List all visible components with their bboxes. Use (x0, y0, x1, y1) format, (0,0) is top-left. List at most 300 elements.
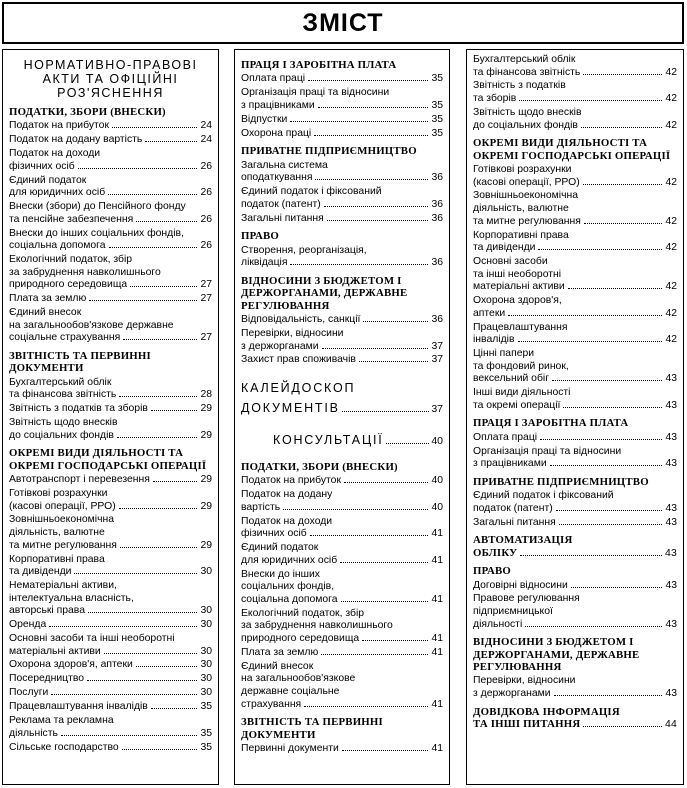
toc-entry[interactable] (473, 490, 677, 515)
entry-text: Бухгалтерський облік (473, 54, 576, 65)
page-number: 40 (431, 475, 443, 487)
col2-sections-a (241, 59, 443, 367)
entry-text: Корпоративні права (473, 229, 569, 241)
entry-last-line (473, 580, 677, 593)
dot-leader (315, 179, 428, 180)
entry-text: Зовнішньоекономічна (9, 514, 115, 526)
toc-entry[interactable] (9, 701, 212, 714)
entry-text: на загальнообов'язкове (241, 673, 356, 685)
page-number: 29 (200, 403, 212, 415)
toc-entry[interactable] (241, 73, 443, 86)
dot-leader (314, 135, 428, 136)
entry-text: державне соціальне (241, 686, 340, 697)
dot-leader (342, 750, 429, 751)
dot-leader (583, 726, 662, 727)
entry-text: Організація праці та відносини (473, 445, 622, 457)
dot-leader (362, 640, 428, 641)
entry-text: Перевірки, відносини (473, 675, 576, 687)
toc-entry[interactable] (9, 580, 212, 618)
page-number: 26 (200, 213, 212, 225)
page-number: 26 (200, 187, 212, 199)
dot-leader (304, 706, 428, 707)
entry-last-line (241, 199, 443, 212)
toc-entry[interactable] (473, 446, 677, 471)
entry-last-line (473, 334, 677, 347)
entry-text: та митне регулювання (473, 215, 581, 227)
dot-leader (321, 654, 428, 655)
entry-text: Договірні відносини (473, 579, 568, 591)
entry-text: з працівниками (241, 99, 315, 111)
toc-column-1 (2, 49, 219, 785)
dot-leader (117, 437, 198, 438)
entry-text: до соціальних фондів (9, 429, 114, 441)
entry-last-line (9, 134, 212, 147)
entry-text: Загальні питання (473, 516, 556, 528)
dot-leader (363, 321, 428, 322)
toc-entry[interactable] (9, 417, 212, 442)
section-heading-last-line (473, 547, 677, 560)
col2-sections-b (241, 461, 443, 756)
entry-text: діяльність, валютне (9, 527, 105, 539)
page-number: 26 (200, 160, 212, 172)
page-number: 35 (200, 701, 212, 713)
consultations-text: КОНСУЛЬТАЦІЇ (273, 433, 384, 448)
section-heading: ПРАВО (473, 565, 512, 578)
page-number: 24 (200, 134, 212, 146)
toc-entry[interactable] (241, 475, 443, 488)
entry-last-line (241, 633, 443, 646)
entry-text: для юридичних осіб (9, 187, 106, 199)
page-number: 27 (200, 332, 212, 344)
entry-text: та фінансова звітність (473, 66, 581, 78)
entry-text: Корпоративні права (9, 553, 105, 565)
entry-last-line (9, 501, 212, 514)
entry-text: (касові операції, РРО) (473, 176, 580, 188)
entry-text: Податок на доходи (241, 515, 333, 527)
dot-leader (525, 626, 662, 627)
toc-entry[interactable] (241, 354, 443, 367)
toc-entry[interactable] (473, 387, 677, 412)
entry-text: Готівкові розрахунки (9, 487, 108, 499)
entry-last-line (473, 308, 677, 321)
page-number: 43 (665, 579, 677, 591)
page-number: 27 (200, 293, 212, 305)
kaleidoscope-heading[interactable] (241, 381, 443, 417)
entry-text: Охорона здоров'я, (473, 295, 562, 307)
entry-last-line (473, 400, 677, 413)
entry-text: соціальна допомога (9, 240, 106, 252)
dot-leader (136, 666, 198, 667)
page-number: 43 (665, 399, 677, 411)
entry-last-line (473, 432, 677, 445)
dot-leader (109, 247, 198, 248)
page-number: 24 (200, 120, 212, 132)
toc-entry[interactable] (241, 186, 443, 211)
toc-entry[interactable] (9, 715, 212, 740)
page-number: 35 (431, 113, 443, 125)
section-heading[interactable] (473, 706, 677, 732)
dot-leader (122, 749, 198, 750)
dot-leader (581, 127, 663, 128)
section-heading: ЗВІТНІСТЬ ТА ПЕРВИННІ ДОКУМЕНТИ (241, 716, 383, 741)
page-number: 43 (665, 431, 677, 443)
page-number: 30 (200, 659, 212, 671)
entry-text: матеріальні активи (9, 645, 101, 657)
entry-last-line (241, 699, 443, 712)
entry-text: Первинні документи (241, 743, 339, 754)
toc-entry[interactable] (9, 659, 212, 672)
page-number: 43 (665, 547, 677, 559)
entry-text: та дивіденди (473, 242, 536, 254)
entry-last-line (473, 373, 677, 386)
toc-entry[interactable] (9, 742, 212, 755)
entry-last-line (241, 257, 443, 270)
toc-entry[interactable] (241, 213, 443, 226)
toc-entry[interactable] (9, 228, 212, 253)
entry-last-line (241, 341, 443, 354)
dot-leader (540, 439, 662, 440)
page-number: 29 (200, 474, 212, 486)
section-heading: ВІДНОСИНИ З БЮДЖЕТОМ І ДЕРЖОРГАНАМИ, ДЕРЖАВНЕ РЕГУЛЮВАННЯ (473, 636, 640, 673)
toc-entry[interactable] (241, 647, 443, 660)
col3-sections (473, 54, 677, 731)
dot-leader (87, 680, 197, 681)
page-number: 42 (665, 307, 677, 319)
entry-text: ліквідація (241, 257, 288, 269)
toc-entry[interactable] (241, 608, 443, 646)
toc-entry[interactable] (473, 80, 677, 105)
entry-text: фізичних осіб (241, 528, 307, 540)
toc-entry[interactable] (241, 743, 443, 756)
entry-text: Плата за землю (9, 293, 87, 305)
entry-text: Податок на прибуток (241, 475, 341, 487)
dot-leader (520, 555, 662, 556)
section-heading: ПРАВО (241, 230, 280, 243)
page-number: 35 (431, 73, 443, 85)
entry-text: Податок на прибуток (9, 120, 109, 132)
toc-entry[interactable] (473, 432, 677, 445)
entry-text: авторські права (9, 605, 85, 617)
entry-text: Інші види діяльності (473, 387, 571, 399)
entry-text: податок (патент) (473, 502, 553, 514)
section-heading: ОКРЕМІ ВИДИ ДІЯЛЬНОСТІ ТА ОКРЕМІ ГОСПОДАРСЬКІ ОПЕРАЦІЇ (473, 137, 671, 162)
page-number: 29 (200, 429, 212, 441)
entry-text: Внески до інших соціальних фондів, (9, 227, 184, 239)
entry-text: вексельний обіг (473, 373, 550, 385)
entry-text: до соціальних фондів (473, 119, 578, 131)
dot-leader (327, 220, 429, 221)
toc-entry[interactable] (241, 160, 443, 185)
toc-entry[interactable] (9, 687, 212, 700)
entry-text: Готівкові розрахунки (473, 163, 572, 175)
toc-entry[interactable] (241, 314, 443, 327)
dot-leader (145, 141, 197, 142)
entry-text: (касові операції, РРО) (9, 500, 116, 512)
dot-leader (324, 206, 429, 207)
toc-entry[interactable] (241, 328, 443, 353)
entry-last-line (9, 430, 212, 443)
page-number: 44 (665, 719, 677, 730)
kaleidoscope-line-2 (241, 401, 443, 417)
page-title: ЗМІСТ (302, 8, 384, 37)
entry-last-line (9, 701, 212, 714)
entry-text: Цінні папери (473, 348, 535, 360)
dot-leader (552, 380, 662, 381)
toc-entry[interactable] (241, 128, 443, 141)
dot-leader (112, 127, 197, 128)
page-number: 42 (665, 242, 677, 254)
entry-text: Створення, реорганізація, (241, 244, 367, 256)
section-heading: ПРАЦЯ І ЗАРОБІТНА ПЛАТА (473, 417, 629, 430)
entry-text: Звітність з податків та зборів (9, 403, 148, 415)
toc-entry[interactable] (473, 107, 677, 132)
entry-last-line (9, 742, 212, 755)
section-heading[interactable] (473, 534, 677, 560)
entry-last-line (9, 540, 212, 553)
section-heading: ПОДАТКИ, ЗБОРИ (ВНЕСКИ) (241, 461, 398, 474)
page-number: 42 (665, 176, 677, 188)
toc-entry[interactable] (9, 619, 212, 632)
page-number: 41 (431, 528, 443, 540)
entry-text: Основні засоби (473, 256, 548, 268)
page-number: 42 (665, 119, 677, 131)
toc-entry[interactable] (241, 489, 443, 514)
entry-text: Бухгалтерський облік (9, 376, 112, 388)
entry-text: Відповідальність, санкції (241, 314, 361, 326)
page-number: 43 (665, 458, 677, 470)
entry-text: матеріальні активи (473, 281, 565, 293)
entry-last-line (9, 474, 212, 487)
section-heading: ПРАЦЯ І ЗАРОБІТНА ПЛАТА (241, 59, 397, 71)
entry-text: Податок на додану вартість (9, 134, 143, 146)
entry-text: Звітність щодо внесків (473, 106, 582, 118)
dot-leader (563, 407, 662, 408)
dot-leader (318, 107, 429, 108)
toc-entry[interactable] (9, 254, 212, 292)
dot-leader (568, 288, 663, 289)
page-number: 30 (200, 687, 212, 699)
entry-text: та зборів (473, 93, 517, 105)
section-heading-text: ОБЛІКУ (473, 546, 518, 559)
page-number: 41 (431, 698, 443, 710)
dot-leader (322, 348, 429, 349)
dot-leader (508, 315, 662, 316)
toc-column-2 (234, 49, 450, 785)
entry-text: Організація праці та відносини (241, 87, 390, 99)
toc-entry[interactable] (9, 307, 212, 345)
entry-text: Охорона праці (241, 127, 312, 139)
entry-last-line (9, 659, 212, 672)
dot-leader (153, 481, 198, 482)
page-number: 35 (200, 741, 212, 753)
entry-text: Нематеріальні активи, (9, 580, 117, 591)
page-number: 43 (665, 688, 677, 699)
dot-leader (283, 509, 428, 510)
page-number: 36 (431, 198, 443, 210)
page-number: 43 (665, 516, 677, 528)
entry-last-line (241, 213, 443, 226)
entry-text: Загальні питання (241, 212, 324, 224)
toc-entry[interactable] (473, 256, 677, 294)
toc-entry[interactable] (473, 230, 677, 255)
entry-text: Екологічний податок, збір (9, 254, 133, 266)
entry-text: Сільське господарство (9, 741, 119, 753)
dot-leader (119, 508, 198, 509)
page-number: 36 (431, 172, 443, 184)
toc-entry[interactable] (473, 675, 677, 700)
dot-leader (74, 573, 197, 574)
dot-leader (119, 396, 197, 397)
entry-last-line (241, 73, 443, 86)
page-number: 41 (431, 554, 443, 566)
entry-last-line (473, 281, 677, 294)
toc-entry[interactable] (241, 114, 443, 127)
page-number: 42 (665, 93, 677, 105)
entry-last-line (473, 242, 677, 255)
entry-last-line (241, 128, 443, 141)
entry-text: Захист прав споживачів (241, 354, 356, 366)
entry-text: Реклама та рекламна (9, 715, 114, 727)
entry-text: Посередництво (9, 673, 85, 685)
toc-entry[interactable] (473, 190, 677, 228)
toc-entry[interactable] (241, 87, 443, 112)
page-number: 37 (431, 340, 443, 352)
page-number: 36 (431, 212, 443, 224)
entry-text: Послуги (9, 687, 49, 699)
page-number: 43 (665, 502, 677, 514)
entry-text: для юридичних осіб (241, 554, 338, 566)
heading-line: РОЗ'ЯСНЕННЯ (57, 86, 164, 100)
entry-last-line (473, 177, 677, 190)
dot-leader (151, 708, 198, 709)
dot-leader (89, 300, 197, 301)
page-number: 29 (200, 500, 212, 512)
heading-line: НОРМАТИВНО-ПРАВОВІ (23, 58, 198, 72)
entry-text: та пенсійне забезпечення (9, 213, 134, 225)
entry-last-line (9, 120, 212, 133)
entry-last-line (9, 687, 212, 700)
entry-last-line (9, 673, 212, 686)
section-heading: ПОДАТКИ, ЗБОРИ (ВНЕСКИ) (9, 106, 166, 118)
toc-entry[interactable] (473, 580, 677, 593)
entry-text: та митне регулювання (9, 539, 117, 551)
page-number: 37 (431, 354, 443, 366)
toc-entry[interactable] (9, 120, 212, 133)
entry-text: діяльність (9, 727, 58, 739)
toc-entry[interactable] (9, 633, 212, 658)
entry-last-line (9, 161, 212, 174)
entry-text: страхування (241, 698, 302, 710)
toc-entry[interactable] (9, 293, 212, 306)
toc-entry[interactable] (9, 488, 212, 513)
page-number: 30 (200, 619, 212, 631)
section-heading-normative (9, 58, 212, 100)
page-number: 28 (200, 389, 212, 401)
dot-leader (559, 524, 663, 525)
col1-sections (9, 106, 212, 754)
entry-text: Податок на додану (241, 489, 333, 501)
toc-entry[interactable] (9, 148, 212, 173)
dot-leader (538, 249, 662, 250)
entry-last-line (473, 619, 677, 632)
toc-entry[interactable] (473, 54, 677, 79)
page-number: 30 (200, 566, 212, 578)
section-heading: ПРИВАТНЕ ПІДПРИЄМНИЦТВО (241, 145, 417, 158)
entry-last-line (241, 172, 443, 185)
toc-entry[interactable] (473, 295, 677, 320)
dot-leader (108, 194, 197, 195)
dot-leader (340, 562, 428, 563)
entry-text: Перевірки, відносини (241, 327, 344, 339)
toc-entry[interactable] (9, 514, 212, 552)
toc-entry[interactable] (9, 403, 212, 416)
page-number: 36 (431, 314, 443, 326)
toc-entry[interactable] (473, 164, 677, 189)
toc-entry[interactable] (9, 134, 212, 147)
section-heading-text: ТА ІНШІ ПИТАННЯ (473, 718, 581, 730)
page-number: 41 (431, 646, 443, 658)
entry-text: за забруднення навколишнього (9, 266, 161, 278)
dot-leader (130, 286, 197, 287)
toc-entry[interactable] (9, 377, 212, 402)
toc-entry[interactable] (241, 516, 443, 541)
dot-leader (120, 547, 198, 548)
toc-entry[interactable] (473, 322, 677, 347)
toc-entry[interactable] (241, 542, 443, 567)
consultations-heading[interactable] (273, 433, 443, 449)
toc-entry[interactable] (9, 201, 212, 226)
entry-text: Податок на доходи (9, 148, 101, 160)
kaleidoscope-text: ДОКУМЕНТІВ (241, 401, 340, 416)
entry-text: підприємницької (473, 606, 553, 617)
toc-entry[interactable] (241, 245, 443, 270)
toc-entry[interactable] (241, 569, 443, 607)
toc-entry[interactable] (9, 673, 212, 686)
toc-entry[interactable] (473, 517, 677, 530)
entry-text: та інші необоротні (473, 268, 562, 280)
dot-leader (584, 223, 663, 224)
entry-text: з працівниками (473, 458, 547, 470)
dot-leader (151, 410, 198, 411)
toc-entry[interactable] (9, 175, 212, 200)
entry-text: природного середовища (9, 279, 128, 291)
page-number: 42 (665, 334, 677, 346)
entry-last-line (9, 728, 212, 741)
entry-last-line (9, 214, 212, 227)
toc-entry[interactable] (9, 474, 212, 487)
page-number: 37 (431, 403, 443, 416)
section-heading: ПРИВАТНЕ ПІДПРИЄМНИЦТВО (473, 475, 649, 488)
dot-leader (51, 694, 197, 695)
entry-text: Звітність з податків (473, 80, 566, 92)
page-number: 36 (431, 257, 443, 269)
page-number: 41 (431, 593, 443, 605)
page-number: 29 (200, 539, 212, 551)
toc-entry[interactable] (473, 593, 677, 631)
entry-last-line (473, 93, 677, 106)
entry-text: діяльність, валютне (473, 203, 569, 215)
entry-text: за забруднення навколишнього (241, 620, 393, 632)
page-number: 30 (200, 605, 212, 617)
toc-entry[interactable] (9, 554, 212, 579)
dot-leader (550, 465, 663, 466)
toc-entry[interactable] (241, 661, 443, 711)
entry-text: соціальних фондів, (241, 581, 335, 593)
section-heading: ОКРЕМІ ВИДИ ДІЯЛЬНОСТІ ТА ОКРЕМІ ГОСПОДАРСЬКІ ОПЕРАЦІЇ (9, 447, 207, 472)
dot-leader (554, 695, 663, 696)
toc-entry[interactable] (473, 348, 677, 386)
entry-last-line (9, 279, 212, 292)
